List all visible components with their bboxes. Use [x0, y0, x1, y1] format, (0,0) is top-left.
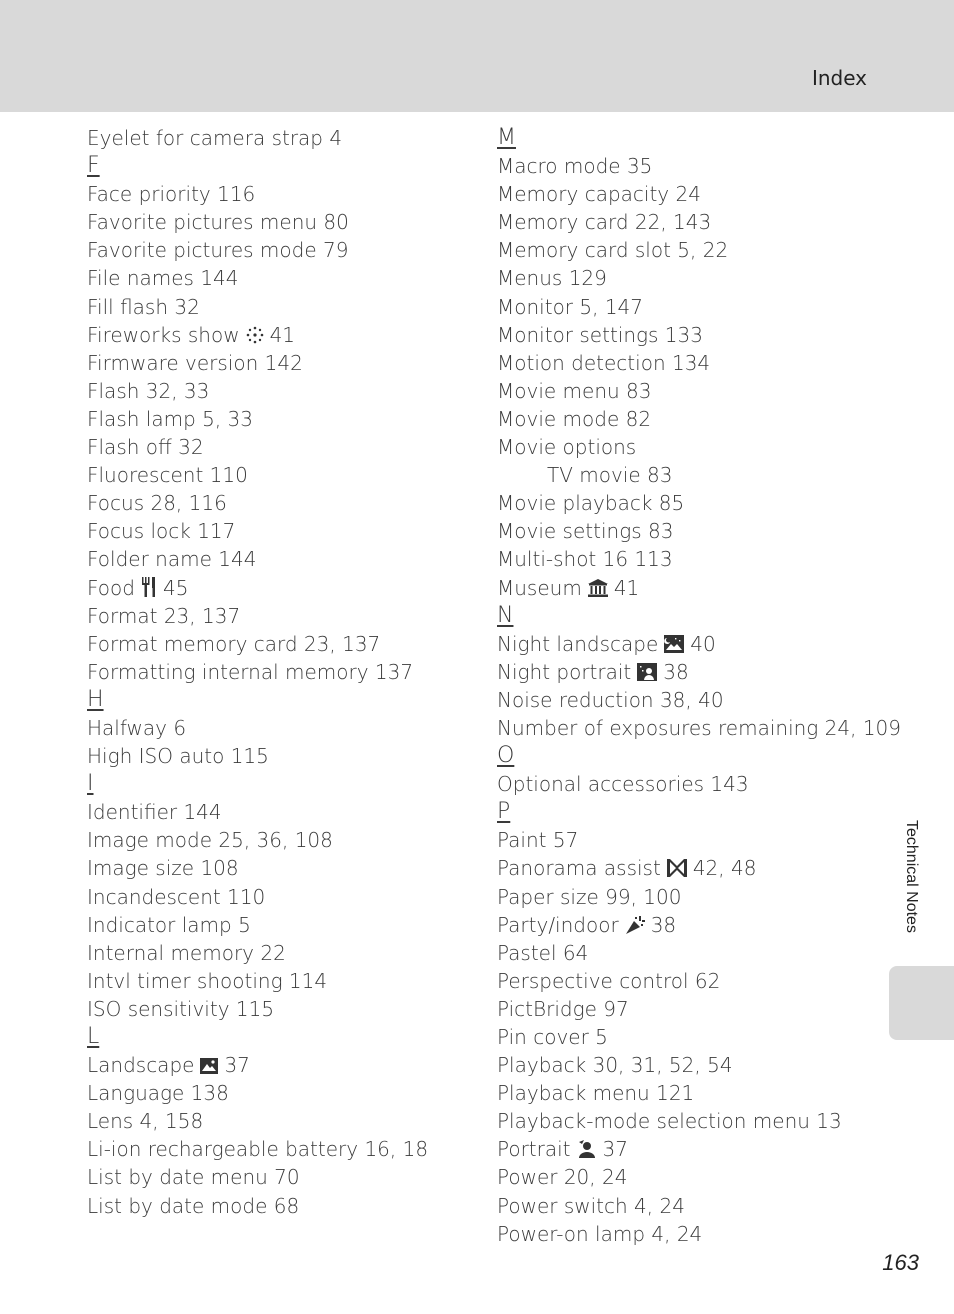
- index-entry: [497, 377, 901, 405]
- index-entry-text: Night landscape: [497, 631, 659, 656]
- index-letter-heading: [87, 686, 428, 714]
- index-entry-pages: 41: [613, 575, 640, 600]
- index-entry-text: I: [87, 771, 94, 797]
- index-entry-text: Paper size 99, 100: [497, 884, 682, 909]
- index-entry-text: Menus 129: [497, 266, 607, 291]
- index-entry-text: Night portrait: [497, 659, 632, 684]
- index-entry-text: Favorite pictures mode 79: [87, 238, 349, 263]
- index-entry: [497, 574, 901, 602]
- index-entry-text: Panorama assist: [497, 856, 661, 881]
- index-entry: [87, 714, 428, 742]
- index-entry-text: M: [497, 125, 516, 150]
- index-entry: [87, 1107, 428, 1135]
- index-entry-text: File names 144: [87, 266, 239, 291]
- index-entry-text: ISO sensitivity 115: [87, 996, 275, 1021]
- index-entry-pages: 38: [650, 912, 677, 937]
- index-entry-pages: 37: [602, 1137, 628, 1162]
- index-entry-text: Perspective control 62: [497, 968, 721, 993]
- index-entry: [497, 911, 901, 939]
- index-entry-text: TV movie 83: [547, 463, 673, 488]
- index-entry: [87, 405, 428, 433]
- index-entry-text: Fluorescent 110: [87, 463, 248, 488]
- index-entry: [497, 293, 901, 321]
- index-entry: [87, 236, 428, 264]
- index-entry: [497, 1220, 901, 1248]
- index-entry: [497, 489, 901, 517]
- index-letter-heading: [87, 770, 428, 798]
- index-entry-text: Landscape: [87, 1053, 195, 1078]
- index-letter-heading: [497, 124, 901, 152]
- header-band: [0, 0, 954, 112]
- index-entry-text: Internal memory 22: [87, 940, 286, 965]
- night-landscape-icon: [663, 633, 685, 661]
- index-entry-text: Folder name 144: [87, 547, 257, 572]
- index-entry-text: Favorite pictures menu 80: [87, 210, 349, 235]
- index-entry: [497, 770, 901, 798]
- page-number: 163: [882, 1250, 919, 1275]
- index-entry-pages: 42, 48: [692, 856, 757, 881]
- index-entry: [497, 1023, 901, 1051]
- index-entry: [497, 180, 901, 208]
- index-entry-text: Playback-mode selection menu 13: [497, 1109, 842, 1134]
- index-entry: [497, 1192, 901, 1220]
- index-letter-heading: [87, 152, 428, 180]
- index-entry: [497, 630, 901, 658]
- index-entry-text: L: [87, 1024, 100, 1049]
- index-entry: [497, 152, 901, 180]
- index-entry-text: Firmware version 142: [87, 350, 303, 375]
- index-entry: [497, 208, 901, 236]
- museum-icon: [587, 577, 609, 605]
- index-entry: [87, 1079, 428, 1107]
- index-entry-text: Memory card 22, 143: [497, 210, 712, 235]
- index-entry: [87, 658, 428, 686]
- index-entry: [497, 658, 901, 686]
- index-letter-heading: [497, 742, 901, 770]
- index-entry-text: Face priority 116: [87, 182, 256, 207]
- index-entry-text: Food: [87, 575, 135, 600]
- index-entry-text: Focus lock 117: [87, 519, 236, 544]
- index-entry-text: Movie settings 83: [497, 519, 674, 544]
- index-entry: [87, 180, 428, 208]
- index-entry-text: Formatting internal memory 137: [87, 659, 414, 684]
- index-entry: [87, 377, 428, 405]
- index-entry-text: Image size 108: [87, 856, 239, 881]
- index-entry: [87, 321, 428, 349]
- index-entry: [87, 293, 428, 321]
- index-entry-text: Multi-shot 16 113: [497, 547, 673, 572]
- index-entry-text: Number of exposures remaining 24, 109: [497, 715, 902, 740]
- panorama-icon: [666, 857, 688, 885]
- index-entry-text: Playback 30, 31, 52, 54: [497, 1053, 733, 1078]
- index-entry-text: High ISO auto 115: [87, 744, 269, 769]
- index-entry-text: N: [497, 602, 514, 628]
- index-entry-text: Image mode 25, 36, 108: [87, 828, 333, 853]
- index-entry-text: Flash lamp 5, 33: [87, 406, 254, 431]
- index-entry-text: Focus 28, 116: [87, 491, 227, 516]
- index-entry-pages: 38: [663, 659, 689, 684]
- index-entry-text: Power-on lamp 4, 24: [497, 1221, 703, 1246]
- index-entry-text: Flash off 32: [87, 435, 204, 460]
- index-entry-text: Noise reduction 38, 40: [497, 687, 724, 712]
- index-entry: [87, 489, 428, 517]
- index-entry: [497, 883, 901, 911]
- index-entry: [87, 798, 428, 826]
- food-icon: [140, 576, 158, 605]
- index-entry: [497, 517, 901, 545]
- index-entry-text: Power 20, 24: [497, 1165, 628, 1190]
- index-entry: [497, 349, 901, 377]
- index-entry: [497, 714, 901, 742]
- index-entry-text: Macro mode 35: [497, 154, 653, 179]
- fireworks-icon: [245, 324, 265, 352]
- index-entry: [87, 826, 428, 854]
- index-entry-text: Monitor 5, 147: [497, 294, 643, 319]
- index-entry-text: Indicator lamp 5: [87, 912, 251, 937]
- index-entry: [497, 1079, 901, 1107]
- index-entry: [87, 545, 428, 573]
- index-entry-text: Power switch 4, 24: [497, 1193, 685, 1218]
- index-entry-text: Monitor settings 133: [497, 322, 703, 347]
- index-entry: [497, 939, 901, 967]
- index-entry-text: Pastel 64: [497, 940, 589, 965]
- index-entry-text: Pin cover 5: [497, 1025, 608, 1049]
- index-entry: [87, 433, 428, 461]
- index-entry: [87, 854, 428, 882]
- index-entry: [87, 574, 428, 602]
- index-entry: [497, 967, 901, 995]
- index-entry-text: PictBridge 97: [497, 996, 629, 1021]
- index-entry-text: Li-ion rechargeable battery 16, 18: [87, 1137, 429, 1162]
- index-entry-text: Memory capacity 24: [497, 182, 701, 207]
- index-entry-text: Fill flash 32: [87, 294, 200, 319]
- index-entry: [497, 1163, 901, 1191]
- index-entry: [497, 545, 901, 573]
- index-letter-heading: [497, 798, 901, 826]
- section-side-label: Technical Notes: [903, 820, 920, 933]
- index-entry: [497, 686, 901, 714]
- party-indoor-icon: [624, 914, 646, 942]
- index-entry: [497, 264, 901, 292]
- index-entry: [87, 124, 428, 152]
- night-portrait-icon: [636, 661, 658, 689]
- index-entry: [87, 939, 428, 967]
- index-entry-text: Fireworks show: [87, 322, 240, 347]
- index-entry-text: Movie options: [497, 435, 637, 460]
- index-entry-text: Movie playback 85: [497, 491, 685, 516]
- index-entry: [497, 405, 901, 433]
- index-entry-text: Intvl timer shooting 114: [87, 968, 328, 993]
- index-entry: [87, 517, 428, 545]
- index-entry: [87, 1135, 428, 1163]
- index-entry: [497, 1051, 901, 1079]
- index-entry: [87, 883, 428, 911]
- index-entry: [87, 742, 428, 770]
- landscape-icon: [199, 1054, 219, 1082]
- index-entry-text: Format 23, 137: [87, 603, 241, 628]
- portrait-icon: [576, 1138, 598, 1166]
- index-column-right: [497, 124, 901, 1248]
- index-entry: [497, 1107, 901, 1135]
- index-entry-text: Portrait: [497, 1137, 571, 1162]
- index-entry-text: Motion detection 134: [497, 350, 711, 375]
- page-header-title: Index: [811, 66, 867, 90]
- index-entry-text: Halfway 6: [87, 715, 187, 740]
- index-entry: [497, 995, 901, 1023]
- index-entry-text: H: [87, 686, 104, 712]
- index-column-left: [87, 124, 428, 1220]
- index-entry-text: Format memory card 23, 137: [87, 631, 381, 656]
- index-entry: [87, 208, 428, 236]
- index-entry-pages: 45: [162, 575, 189, 600]
- index-entry-text: Lens 4, 158: [87, 1109, 204, 1134]
- index-entry-text: Flash 32, 33: [87, 378, 210, 403]
- index-entry-text: Eyelet for camera strap 4: [87, 126, 343, 150]
- index-entry: [87, 1192, 428, 1220]
- index-entry: [497, 321, 901, 349]
- index-entry: [497, 826, 901, 854]
- index-entry: [87, 264, 428, 292]
- index-entry: [497, 1135, 901, 1163]
- index-entry: [87, 461, 428, 489]
- index-entry-text: Movie menu 83: [497, 378, 652, 403]
- index-entry-pages: 40: [690, 631, 716, 656]
- index-letter-heading: [497, 602, 901, 630]
- index-entry-text: List by date menu 70: [87, 1165, 300, 1190]
- index-entry-text: Incandescent 110: [87, 884, 266, 909]
- index-entry: [87, 602, 428, 630]
- index-entry-text: List by date mode 68: [87, 1193, 300, 1218]
- index-entry-text: Optional accessories 143: [497, 772, 749, 797]
- index-entry: [87, 349, 428, 377]
- index-entry: [87, 967, 428, 995]
- index-entry-pages: 37: [224, 1053, 250, 1078]
- index-entry-text: O: [497, 743, 515, 769]
- index-entry: [87, 995, 428, 1023]
- index-entry: [497, 461, 901, 489]
- index-entry: [87, 1051, 428, 1079]
- index-entry: [497, 236, 901, 264]
- index-entry-text: Language 138: [87, 1081, 229, 1106]
- index-entry-text: F: [87, 153, 100, 179]
- index-entry-text: Paint 57: [497, 828, 579, 853]
- section-tab: [889, 966, 954, 1040]
- index-entry-text: Memory card slot 5, 22: [497, 238, 729, 263]
- index-entry: [87, 1163, 428, 1191]
- index-letter-heading: [87, 1023, 428, 1051]
- index-entry-pages: 41: [269, 322, 296, 347]
- index-entry-text: Identifier 144: [87, 800, 222, 825]
- index-entry: [497, 854, 901, 882]
- index-entry: [497, 433, 901, 461]
- index-entry-text: P: [497, 799, 511, 825]
- index-entry: [87, 911, 428, 939]
- index-entry: [87, 630, 428, 658]
- index-entry-text: Party/indoor: [497, 912, 619, 937]
- index-entry-text: Museum: [497, 575, 582, 600]
- index-entry-text: Playback menu 121: [497, 1081, 695, 1106]
- index-entry-text: Movie mode 82: [497, 406, 652, 431]
